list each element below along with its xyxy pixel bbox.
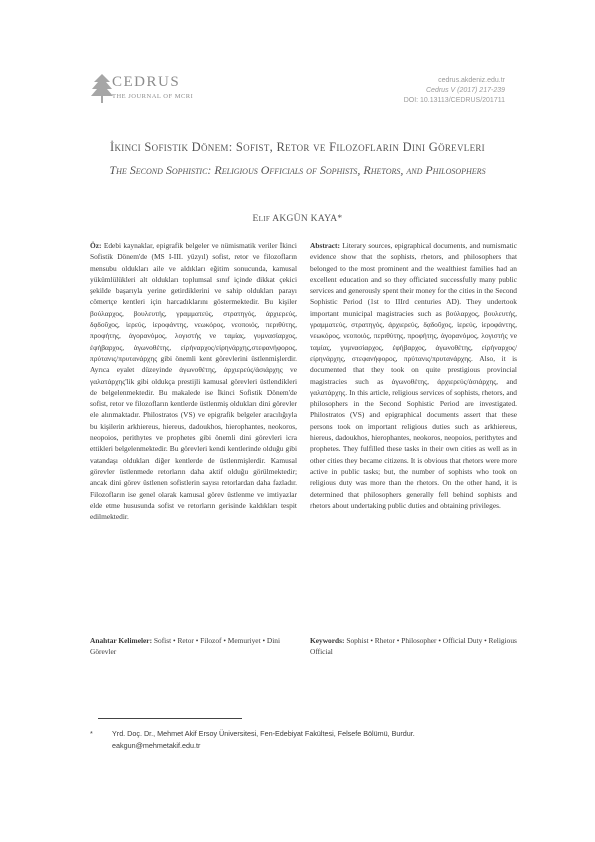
keywords-english-text: Sophist • Rhetor • Philosopher • Official Duty • Religious Official bbox=[310, 636, 517, 657]
abstract-turkish-label: Öz: bbox=[90, 241, 102, 250]
footnote-mark: * bbox=[90, 729, 93, 738]
keywords-english-label: Keywords: bbox=[310, 636, 345, 645]
article-meta bbox=[404, 76, 505, 106]
keywords-english bbox=[310, 635, 517, 658]
keywords-turkish-text: Sofist • Retor • Filozof • Memuriyet • Dini Görevler bbox=[90, 636, 281, 657]
footnote-divider bbox=[98, 718, 242, 719]
abstract-english bbox=[310, 240, 517, 511]
abstract-turkish bbox=[90, 240, 297, 522]
footnote-affiliation: Yrd. Doç. Dr., Mehmet Akif Ersoy Üniversitesi, Fen-Edebiyat Fakültesi, Felsefe Bölümü, Burdur. bbox=[112, 729, 415, 738]
keywords-turkish-label: Anahtar Kelimeler: bbox=[90, 636, 153, 645]
cedar-tree-icon bbox=[90, 72, 114, 106]
abstract-english-text: Literary sources, epigraphical documents, and numismatic evidence show that the sophists, rhetors, and philosophers that belonged to the most prominent and the wealthiest families had an excellent education and so they officiated successfully many public services and generously spent their money for the cities in the Second Sophistic Period (1st to IIIrd centuries AD). They undertook important municipal magistracies such as βούλαρχος, βουλευτής, γραμματεύς, στρατηγός, ἀρχιερεύς, δᾳδοῦχος, ἱερεύς, ἱεροφάντης, νεωκόρος, νεοποιός, περιθύτης, προφήτης, ἀγορανόμος, λογιστής ve ταμίας, γυμνασίαρχος, ἐφήβαρχος, ἀγωνοθέτης, εἰρήναρχος/εἰρηνάρχης, στεφανήφορος, πρύτανις/πρυτανάρχης. Also, it is documented that they took on quite prestigious provincial magistracies such as ἀγωνοθέτης, ἀρχιερεύς/ἀσιάρχης, and γαλατάρχης. In this article, religious services of sophists, rhetors, and philosophers in the Second Sophistic Period are investigated. Philostratos (VS) and epigraphical documents assert that these persons took on important religious duties such as arkhiereus, hiereus, dadoukhos, hierophantes, neokoros, neopoios, perithytes and prophetes. They fulfilled these tasks in their own cities as well as in other cities they became citizens. It is obvious that rhetors were more active in public tasks; but, the number of sophists who took on religious duty was more than the rhetors. On the other hand, it is determined that philosophers generally fell behind sophists and rhetors about undertaking public duties and obtaining privileges. bbox=[310, 241, 517, 510]
abstract-english-label: Abstract: bbox=[310, 241, 340, 250]
journal-logo bbox=[90, 72, 210, 108]
article-doi: DOI: 10.13113/CEDRUS/201711 bbox=[403, 97, 505, 104]
keywords-turkish bbox=[90, 635, 297, 658]
title-turkish: İkinci Sofistik Dönem: Sofist, Retor ve Filozofların Dini Görevleri bbox=[110, 140, 485, 154]
author-name: Elif AKGÜN KAYA* bbox=[252, 214, 343, 224]
abstract-turkish-text: Edebi kaynaklar, epigrafik belgeler ve nümismatik veriler İkinci Sofistik Dönem'de (MS I-III. yüzyıl) sofist, retor ve filozofların mensubu oldukları aile ve aldıkları eğitim sonucunda, kamusal yükümlülükleri alt oldukları toplumsal sınıf içinde dikkat çekici şekilde başarıyla yerine getirdiklerini ve sahip oldukları parayı cömertçe kentleri için harcadıklarını göstermektedir. Bu kişiler βούλαρχος, βουλευτής, γραμματεύς, στρατηγός, ἀρχιερεύς, δᾳδοῦχος, ἱερεύς, ἱεροφάντης, νεωκόρος, νεοποιός, περιθύτης, προφήτης, ἀγορανόμος, λογιστής ve ταμίας, γυμνασίαρχος, ἐφήβαρχος, ἀγωνοθέτης, εἰρήναρχος/εἰρηνάρχης,στεφανήφορος, πρύτανις/πρυτανάρχης gibi önemli kent görevlerini üstlenmişlerdir. Ayrıca eyalet düzeyinde ἀγωνοθέτης, ἀρχιερεύς/ἀσιάρχης ve γαλατάρχης'lik gibi oldukça prestijli kamusal görevleri üstlendikleri de belgelenmektedir. Bu makalede ise İkinci Sofistik Dönem'de sofist, retor ve filozofların kentlerde üstlenmiş oldukları dini görevler ele alınmaktadır. Philostratos (VS) ve epigrafik belgeler aracılığıyla bu kişilerin arkhiereus, hiereus, dadoukhos, hierophantes, neokoros, neopoios, perithytes ve prophetes gibi önemli dini görevleri icra ettikleri belgelenmektedir. Bu görevleri kendi kentlerinde olduğu gibi vatandaşı oldukları diğer kentlerde de üstlenmişlerdir. Kamusal görevler üstlenmede retorların daha aktif olduğu görülmektedir; ancak dini görev üstlenen sofistlerin sayısı retorlardan daha fazladır. Filozofların ise genel olarak kamusal görev üstlenme ve imtiyazlar elde etme hususunda sofist ve retorların gerisinde kaldıkları tespit edilmektedir. bbox=[90, 241, 297, 522]
journal-subtitle: THE JOURNAL OF MCRI bbox=[112, 93, 194, 100]
title-english: The Second Sophistic: Religious Officials of Sophists, Rhetors, and Philosophers bbox=[109, 163, 486, 177]
journal-site: cedrus.akdeniz.edu.tr bbox=[438, 77, 505, 84]
footnote-email[interactable]: eakgun@mehmetakif.edu.tr bbox=[112, 741, 201, 750]
journal-name: CEDRUS bbox=[112, 74, 181, 90]
journal-volume: Cedrus V (2017) 217-239 bbox=[426, 87, 505, 94]
